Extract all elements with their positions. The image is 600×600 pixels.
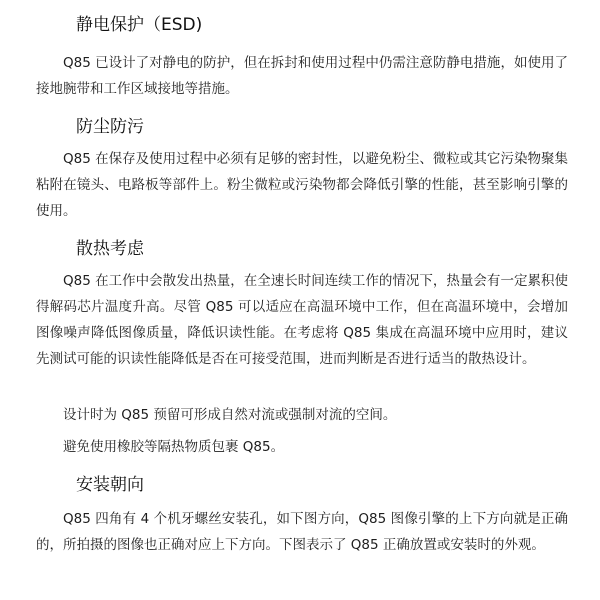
paragraph-heat-main: Q85 在工作中会散发出热量，在全速长时间连续工作的情况下，热量会有一定累积使得解码芯片温度升高。尽管 Q85 可以适应在高温环境中工作，但在高温环境中，会增加图像噪声降低图像质量，降低识读性能。在考虑将 Q85 集成在高温环境中应用时，建议先测试可能的识读性能降低是否在可接受范围，进而判断是否进行适当的散热设计。 xyxy=(36,273,568,367)
paragraph-esd: Q85 已设计了对静电的防护，但在拆封和使用过程中仍需注意防静电措施，如使用了接地腕带和工作区域接地等措施。 xyxy=(36,55,568,97)
heading-esd: 静电保护（ESD) xyxy=(76,15,203,35)
heading-heat: 散热考虑 xyxy=(76,239,144,259)
paragraph-orientation: Q85 四角有 4 个机牙螺丝安装孔，如下图方向，Q85 图像引擎的上下方向就是正确的，所拍摄的图像也正确对应上下方向。下图表示了 Q85 正确放置或安装时的外观。 xyxy=(36,511,568,553)
paragraph-dust: Q85 在保存及使用过程中必须有足够的密封性，以避免粉尘、微粒或其它污染物聚集粘附在镜头、电路板等部件上。粉尘微粒或污染物都会降低引擎的性能，甚至影响引擎的使用。 xyxy=(36,151,568,219)
paragraph-heat-convection: 设计时为 Q85 预留可形成自然对流或强制对流的空间。 xyxy=(63,407,397,423)
paragraph-heat-insulation: 避免使用橡胶等隔热物质包裹 Q85。 xyxy=(63,439,285,455)
heading-orientation: 安装朝向 xyxy=(76,475,144,495)
heading-dust: 防尘防污 xyxy=(76,117,144,137)
